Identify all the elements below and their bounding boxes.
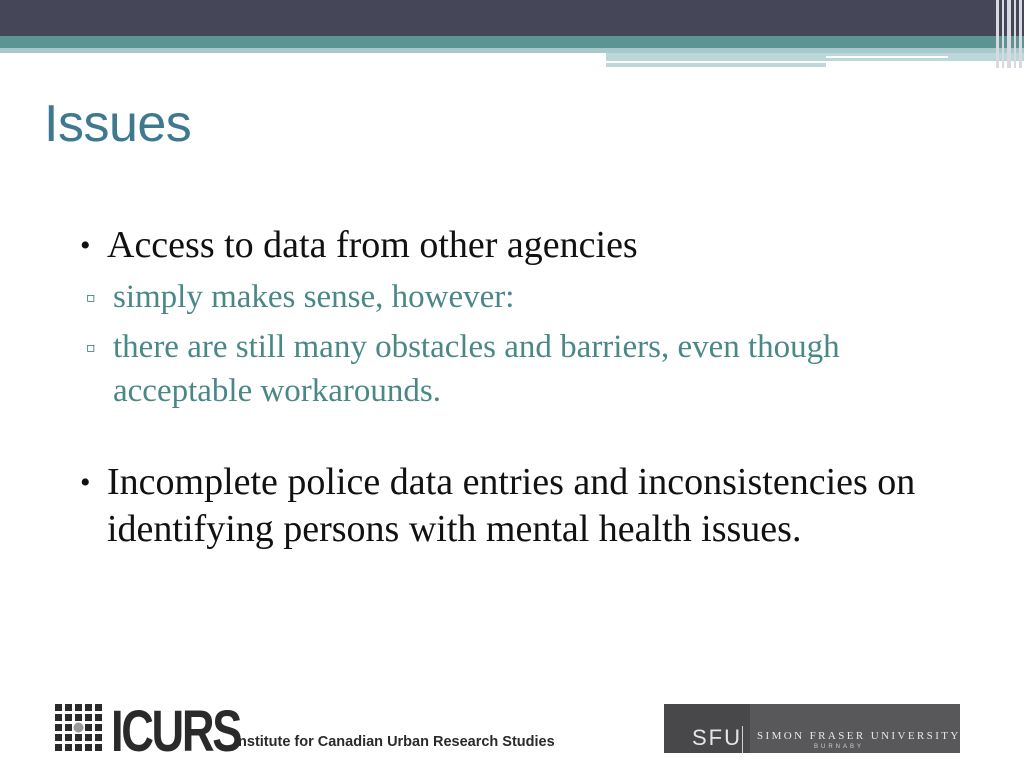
bullet-text: Access to data from other agencies — [107, 224, 638, 266]
icurs-tagline: Institute for Canadian Urban Research Studies — [234, 734, 555, 750]
sub-bullet-marker: ▫ — [86, 340, 96, 356]
bullet-item — [80, 222, 960, 269]
bullet-marker: • — [80, 466, 91, 499]
slide-title: Issues — [44, 95, 192, 153]
sub-bullet-item — [80, 325, 960, 413]
header-accent-line — [606, 53, 1024, 61]
sub-bullet-item — [80, 275, 960, 319]
header-band-dark — [0, 0, 1024, 36]
sfu-divider — [742, 726, 743, 753]
sfu-abbr-text: SFU — [692, 725, 742, 750]
sfu-city: BURNABY — [814, 744, 865, 750]
header-accent-line — [826, 56, 948, 58]
sfu-name: SIMON FRASER UNIVERSITY — [757, 730, 961, 742]
header-band-teal — [0, 36, 1024, 48]
sfu-mark — [664, 704, 750, 753]
header-accent-line — [606, 63, 826, 67]
sfu-logo — [664, 704, 960, 753]
bullet-marker: • — [80, 229, 91, 262]
bullet-text: Incomplete police data entries and inconsistencies on identifying persons with mental health issues. — [107, 461, 916, 550]
icurs-grid-icon — [55, 704, 103, 752]
sub-bullet-list — [80, 275, 960, 413]
header-corner-stripes — [994, 0, 1024, 68]
bullet-item — [80, 459, 960, 553]
sub-bullet-text: simply makes sense, however: — [113, 279, 515, 315]
slide-body — [80, 222, 960, 553]
icurs-wordmark: ICURS — [111, 699, 241, 764]
sub-bullet-marker: ▫ — [86, 290, 96, 306]
sub-bullet-text: there are still many obstacles and barriers, even though acceptable workarounds. — [113, 329, 840, 409]
